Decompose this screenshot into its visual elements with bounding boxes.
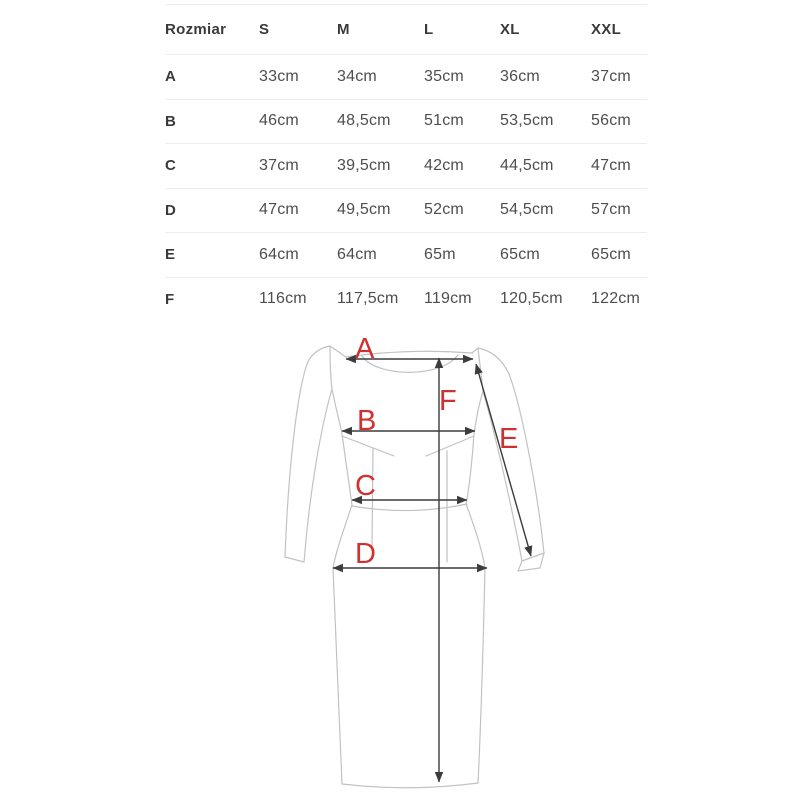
size-cell: 65cm xyxy=(500,245,540,263)
row-label: D xyxy=(165,201,177,219)
size-cell: 57cm xyxy=(591,201,631,219)
size-cell: 51cm xyxy=(424,112,464,130)
left-hip-curve xyxy=(333,505,352,568)
size-cell: 53,5cm xyxy=(500,112,554,130)
column-header-m: M xyxy=(337,21,350,38)
size-cell: 64cm xyxy=(259,245,299,263)
size-cell: 35cm xyxy=(424,67,464,85)
size-cell: 52cm xyxy=(424,201,464,219)
left-side-seam xyxy=(332,389,352,505)
row-label: E xyxy=(165,246,176,264)
column-header-xxl: XXL xyxy=(591,21,622,38)
size-cell: 122cm xyxy=(591,290,641,308)
row-label: C xyxy=(165,157,177,175)
size-cell: 42cm xyxy=(424,156,464,174)
size-cell: 46cm xyxy=(259,112,299,130)
right-sleeve-outer xyxy=(509,374,544,553)
right-hip-curve xyxy=(466,504,485,568)
size-cell: 47cm xyxy=(259,201,299,219)
row-label: F xyxy=(165,290,175,308)
size-cell: 36cm xyxy=(500,67,540,85)
bust-seam-right xyxy=(426,436,474,456)
size-cell: 48,5cm xyxy=(337,112,391,130)
diagram-label-a: A xyxy=(355,333,375,365)
size-cell: 54,5cm xyxy=(500,201,554,219)
left-sleeve-outer xyxy=(285,367,306,557)
hem-line xyxy=(342,783,478,788)
size-cell: 56cm xyxy=(591,112,631,130)
size-cell: 44,5cm xyxy=(500,156,554,174)
right-sleeve-inner xyxy=(483,391,522,561)
bust-seam-left xyxy=(342,436,394,456)
dress-outline xyxy=(285,346,544,788)
size-cell: 39,5cm xyxy=(337,156,391,174)
diagram-label-e: E xyxy=(499,423,519,455)
size-cell: 47cm xyxy=(591,156,631,174)
size-cell: 37cm xyxy=(591,67,631,85)
left-shoulder-cap xyxy=(306,346,346,367)
size-cell: 33cm xyxy=(259,67,299,85)
column-header-xl: XL xyxy=(500,21,520,38)
right-side-seam xyxy=(466,391,483,504)
column-header-rozmiar: Rozmiar xyxy=(165,21,227,38)
neckline-scoop xyxy=(362,355,458,372)
arrow-e-sleeve-length xyxy=(476,364,531,556)
row-label: A xyxy=(165,68,177,86)
left-cuff xyxy=(285,557,304,562)
right-skirt-edge xyxy=(478,568,485,783)
diagram-label-b: B xyxy=(357,405,377,437)
size-cell: 120,5cm xyxy=(500,290,563,308)
diagram-label-c: C xyxy=(355,470,376,502)
waist-seam xyxy=(352,504,467,511)
column-header-s: S xyxy=(259,21,270,38)
size-cell: 65cm xyxy=(591,245,631,263)
size-cell: 119cm xyxy=(424,290,472,308)
size-cell: 116cm xyxy=(259,290,307,308)
left-armhole xyxy=(330,346,332,389)
size-cell: 64cm xyxy=(337,245,377,263)
size-cell: 117,5cm xyxy=(337,290,399,308)
left-sleeve-inner xyxy=(304,389,332,562)
diagram-label-d: D xyxy=(355,538,376,570)
row-label: B xyxy=(165,112,177,130)
left-skirt-edge xyxy=(333,568,342,784)
size-cell: 49,5cm xyxy=(337,201,391,219)
size-cell: 34cm xyxy=(337,67,377,85)
size-cell: 37cm xyxy=(259,156,299,174)
size-cell: 65m xyxy=(424,245,456,263)
column-header-l: L xyxy=(424,21,434,38)
diagram-label-f: F xyxy=(439,385,457,417)
